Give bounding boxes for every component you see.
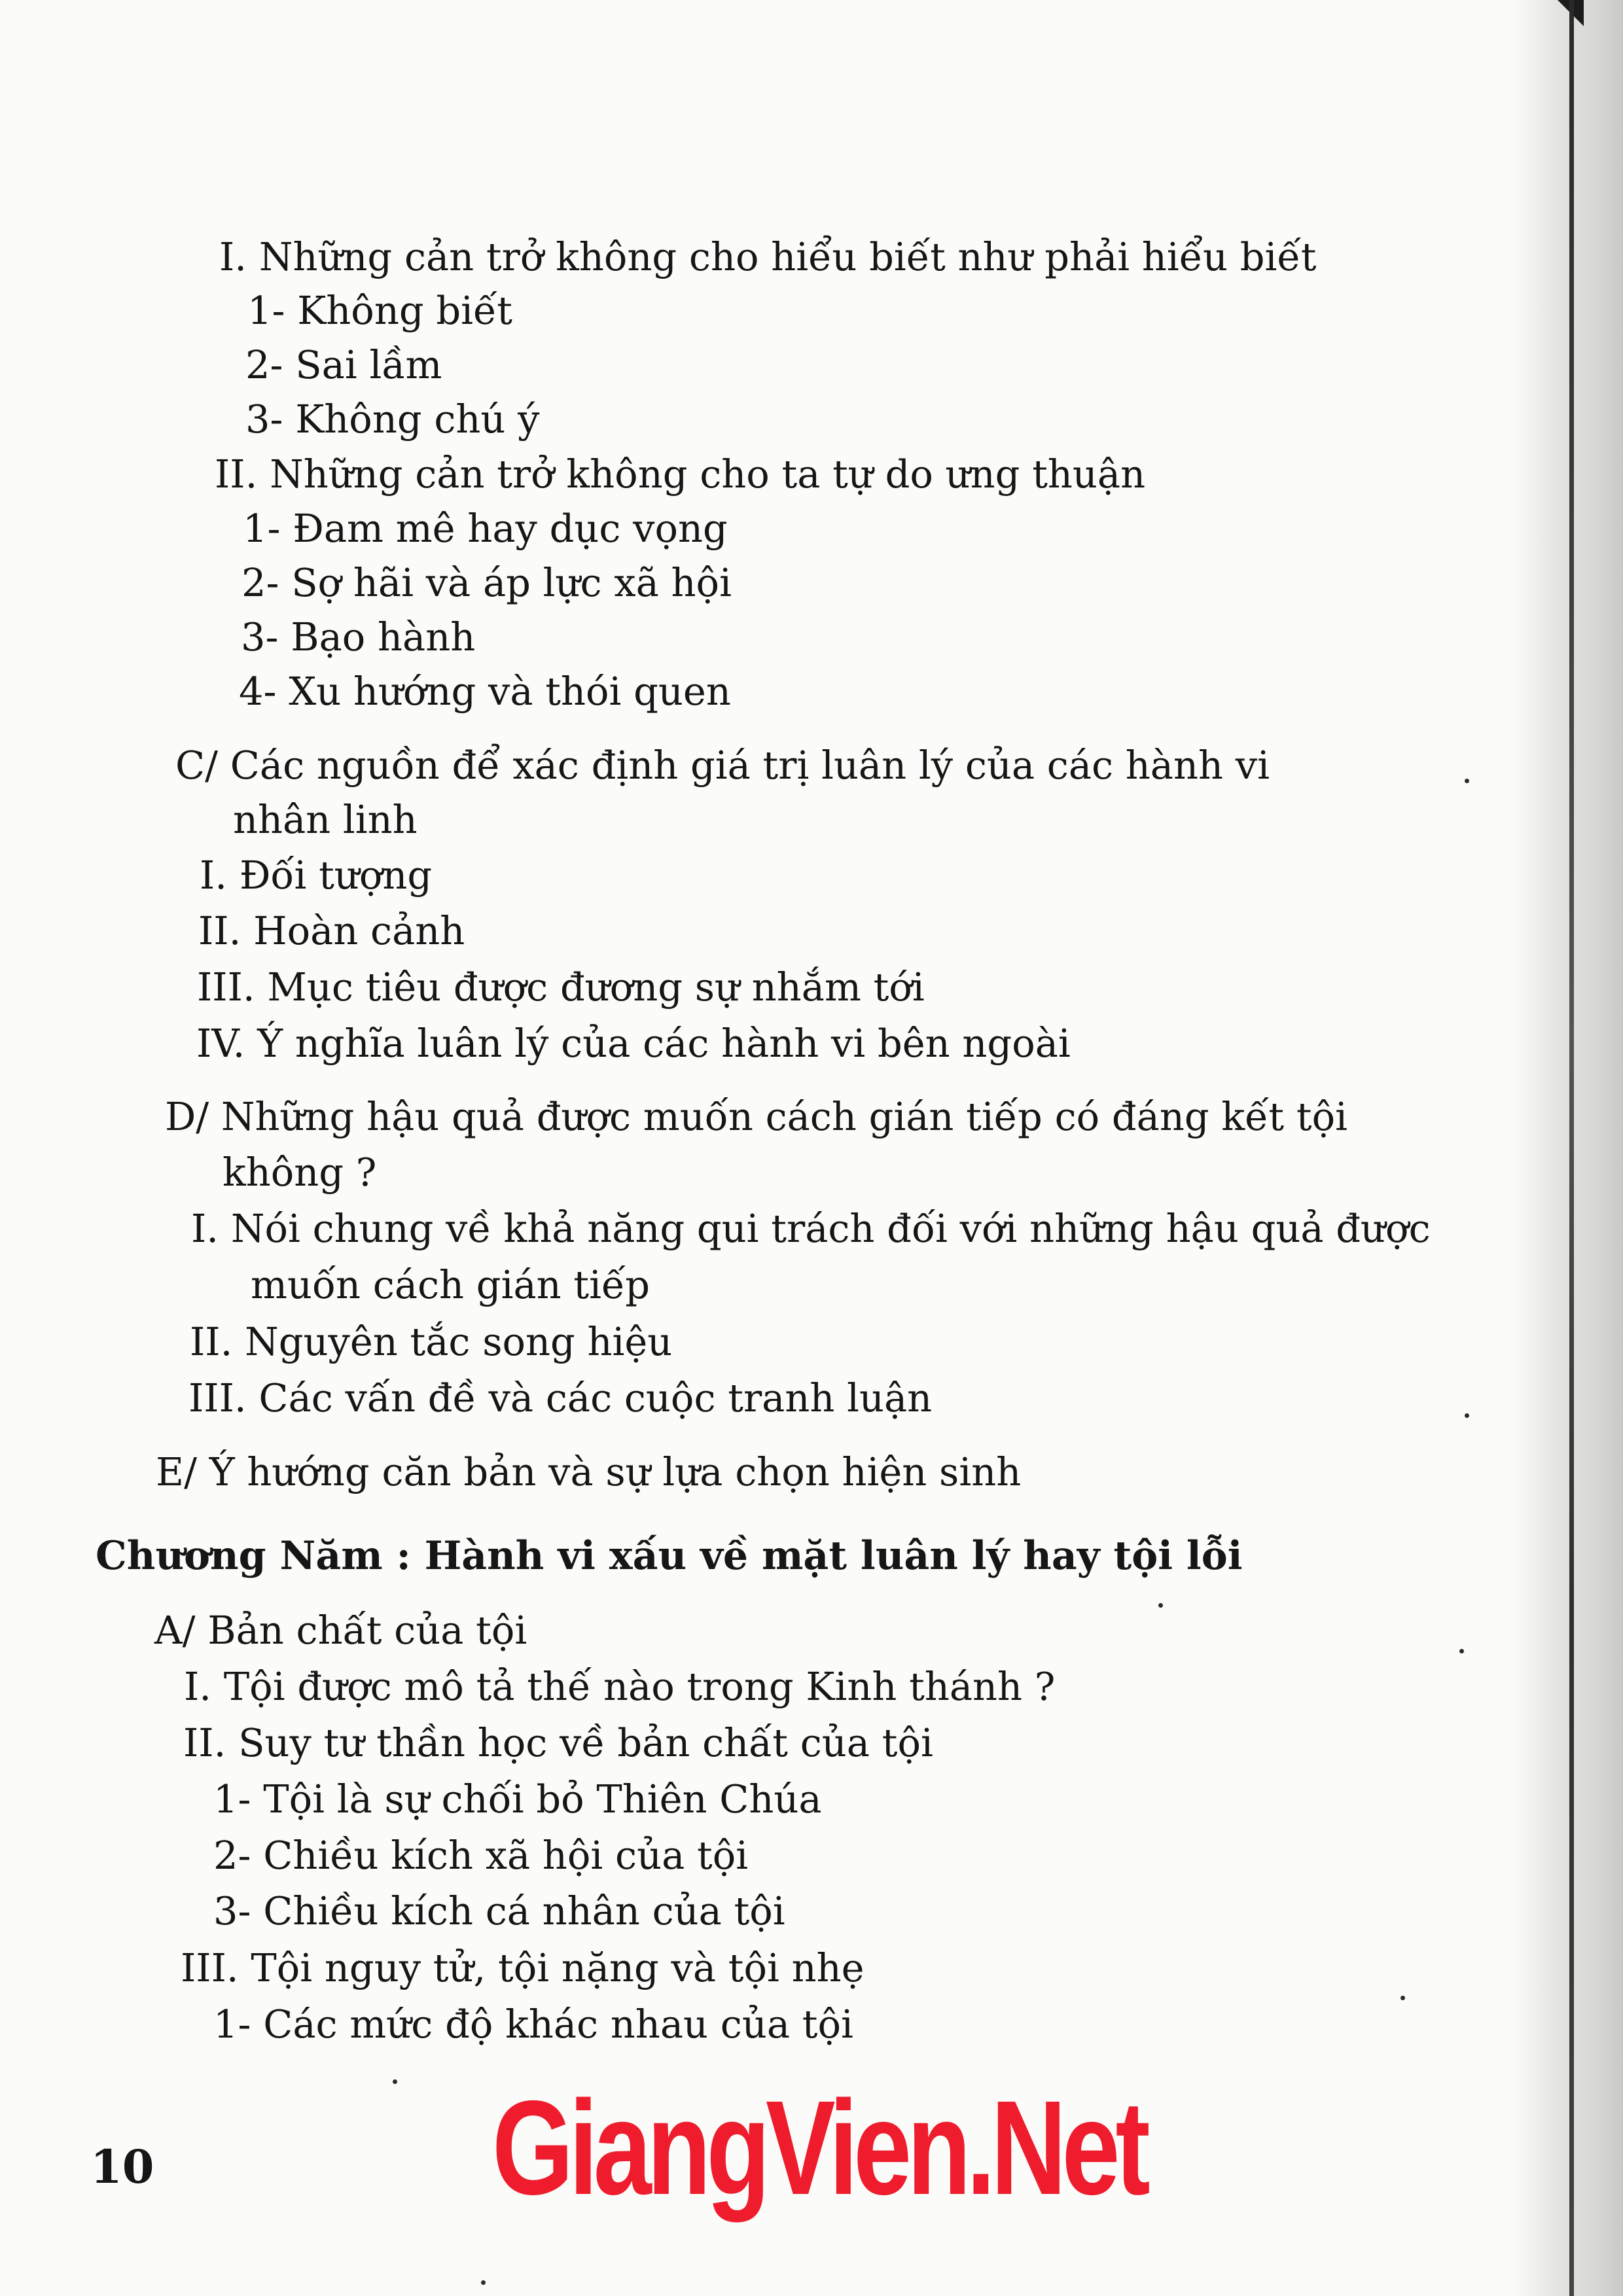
book-spine-edge bbox=[1569, 0, 1574, 2296]
page-number: 10 bbox=[90, 2140, 154, 2194]
scan-speck bbox=[393, 2079, 397, 2084]
section-heading-c: C/ Các nguồn để xác định giá trị luân lý của các hành vi bbox=[175, 743, 1270, 788]
toc-line: 3- Không chú ý bbox=[245, 397, 540, 442]
toc-line: 3- Chiều kích cá nhân của tội bbox=[213, 1888, 785, 1934]
toc-line: muốn cách gián tiếp bbox=[251, 1262, 651, 1307]
toc-line: 2- Sai lầm bbox=[245, 342, 442, 387]
toc-line: nhân linh bbox=[233, 797, 418, 842]
toc-line: không ? bbox=[223, 1150, 377, 1195]
toc-line: II. Suy tư thần học về bản chất của tội bbox=[183, 1720, 933, 1765]
toc-line: 1- Đam mê hay dục vọng bbox=[243, 506, 728, 551]
toc-line: I. Nói chung về khả năng qui trách đối với những hậu quả được bbox=[191, 1206, 1431, 1251]
toc-line: IV. Ý nghĩa luân lý của các hành vi bên ngoài bbox=[196, 1021, 1071, 1066]
page-edge-shadow bbox=[1512, 0, 1623, 2296]
toc-line: III. Tội nguy tử, tội nặng và tội nhẹ bbox=[181, 1945, 865, 1990]
scan-speck bbox=[1465, 779, 1469, 783]
toc-line: III. Các vấn đề và các cuộc tranh luận bbox=[188, 1375, 933, 1421]
watermark-logo: GiangVien.Net bbox=[492, 2073, 1146, 2223]
scan-speck bbox=[1158, 1603, 1163, 1608]
toc-line: 2- Chiều kích xã hội của tội bbox=[213, 1833, 749, 1878]
scan-speck bbox=[1459, 1649, 1464, 1653]
toc-line: 1- Các mức độ khác nhau của tội bbox=[213, 2002, 853, 2047]
scan-speck bbox=[1400, 1996, 1405, 2000]
toc-line: I. Tội được mô tả thế nào trong Kinh thánh ? bbox=[184, 1664, 1056, 1709]
scan-speck bbox=[481, 2280, 486, 2285]
toc-line: II. Nguyên tắc song hiệu bbox=[190, 1319, 673, 1364]
toc-line: II. Hoàn cảnh bbox=[198, 908, 465, 953]
scan-speck bbox=[1465, 1413, 1469, 1418]
toc-line: 4- Xu hướng và thói quen bbox=[239, 669, 731, 714]
toc-line: 2- Sợ hãi và áp lực xã hội bbox=[241, 560, 732, 605]
toc-line: 1- Không biết bbox=[247, 288, 512, 333]
toc-line: I. Đối tượng bbox=[200, 853, 433, 898]
toc-line: II. Những cản trở không cho ta tự do ưng thuận bbox=[215, 451, 1146, 497]
section-heading-e: E/ Ý hướng căn bản và sự lựa chọn hiện sinh bbox=[156, 1449, 1022, 1494]
toc-line: 1- Tội là sự chối bỏ Thiên Chúa bbox=[213, 1776, 822, 1822]
section-heading-d: D/ Những hậu quả được muốn cách gián tiếp có đáng kết tội bbox=[165, 1094, 1347, 1139]
toc-line: 3- Bạo hành bbox=[241, 614, 476, 660]
toc-line: I. Những cản trở không cho hiểu biết như phải hiểu biết bbox=[219, 234, 1317, 279]
chapter-heading: Chương Năm : Hành vi xấu về mặt luân lý hay tội lỗi bbox=[96, 1533, 1243, 1579]
section-heading-a: A/ Bản chất của tội bbox=[154, 1608, 527, 1653]
toc-line: III. Mục tiêu được đương sự nhắm tới bbox=[197, 964, 925, 1010]
